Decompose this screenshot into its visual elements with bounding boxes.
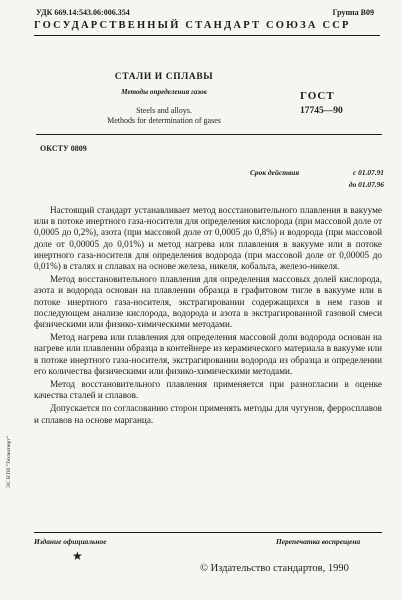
official-edition-label: Издание официальное xyxy=(34,537,107,546)
body-text xyxy=(34,205,382,428)
group-code: Группа В09 xyxy=(332,8,374,17)
subtitle-ru: Методы определения газов xyxy=(121,88,207,96)
reprint-prohibited-label: Перепечатка воспрещена xyxy=(276,537,361,546)
sidebar-source-label: ЭС НТИ "Техэксперт" xyxy=(6,436,12,488)
title-ru: СТАЛИ И СПЛАВЫ xyxy=(114,72,214,82)
gost-number: 17745—90 xyxy=(300,106,343,116)
gost-label: ГОСТ xyxy=(300,90,335,102)
copyright-notice: © Издательство стандартов, 1990 xyxy=(200,563,349,574)
paragraph: Метод нагрева или плавления для определения массовой доли водорода основан на нагреве или плавлении образца в контейнере из керамического материала в вакууме или в потоке инертного газа-носителя, экстрагировании водорода из образца и определении его количества физическими или физико-химическими методами. xyxy=(34,332,382,376)
gost-box xyxy=(300,90,343,116)
validity-from: с 01.07.91 xyxy=(353,168,384,177)
title-en xyxy=(76,106,252,126)
star-icon: ★ xyxy=(72,549,83,563)
footer-divider xyxy=(34,532,382,533)
header-divider xyxy=(36,134,382,135)
paragraph: Метод восстановительного плавления для определения массовых долей кислорода, азота и водорода основан на плавлении образца в графитовом тигле в вакууме или в потоке инертного газа-носителя, экстрагировании содержащихся в нем газов и последующем анализе кислорода, водорода и азота в экстрагированной газовой смеси физическими или физико-химическими методами. xyxy=(34,274,382,330)
paragraph: Настоящий стандарт устанавливает метод восстановительного плавления в вакууме или в потоке инертного газа-носителя для определения кислорода (при массовой доле от 0,0005 до 0,2%), азота (при массовой доле от 0,0005 до 0,8%) и водорода (при массовой доле от 0,00005 до 0,01%) и метод нагрева или плавления в вакууме или в потоке инертного газа-носителя для определения водорода (при массовой доле от 0,00005 до 0,01%) в сталях и сплавах на основе железа, никеля, кобальта, железо-никеля. xyxy=(34,205,382,272)
title-en-line1: Steels and alloys. xyxy=(136,106,192,115)
okstu-code: ОКСТУ 0809 xyxy=(40,144,87,153)
paragraph: Допускается по согласованию сторон применять методы для чугунов, ферросплавов и сплавов на основе марганца. xyxy=(34,403,382,425)
validity-label: Срок действия xyxy=(250,168,300,177)
title-en-line2: Methods for determination of gases xyxy=(107,116,221,125)
validity-block xyxy=(250,168,384,192)
title-block xyxy=(76,72,252,126)
udk-code: УДК 669.14:543.06:006.354 xyxy=(36,8,130,17)
validity-to: до 01.07.96 xyxy=(348,180,384,189)
gost-banner: ГОСУДАРСТВЕННЫЙ СТАНДАРТ СОЮЗА ССР xyxy=(34,20,380,36)
paragraph: Метод восстановительного плавления применяется при разногласии в оценке качества сталей и сплавов. xyxy=(34,379,382,401)
